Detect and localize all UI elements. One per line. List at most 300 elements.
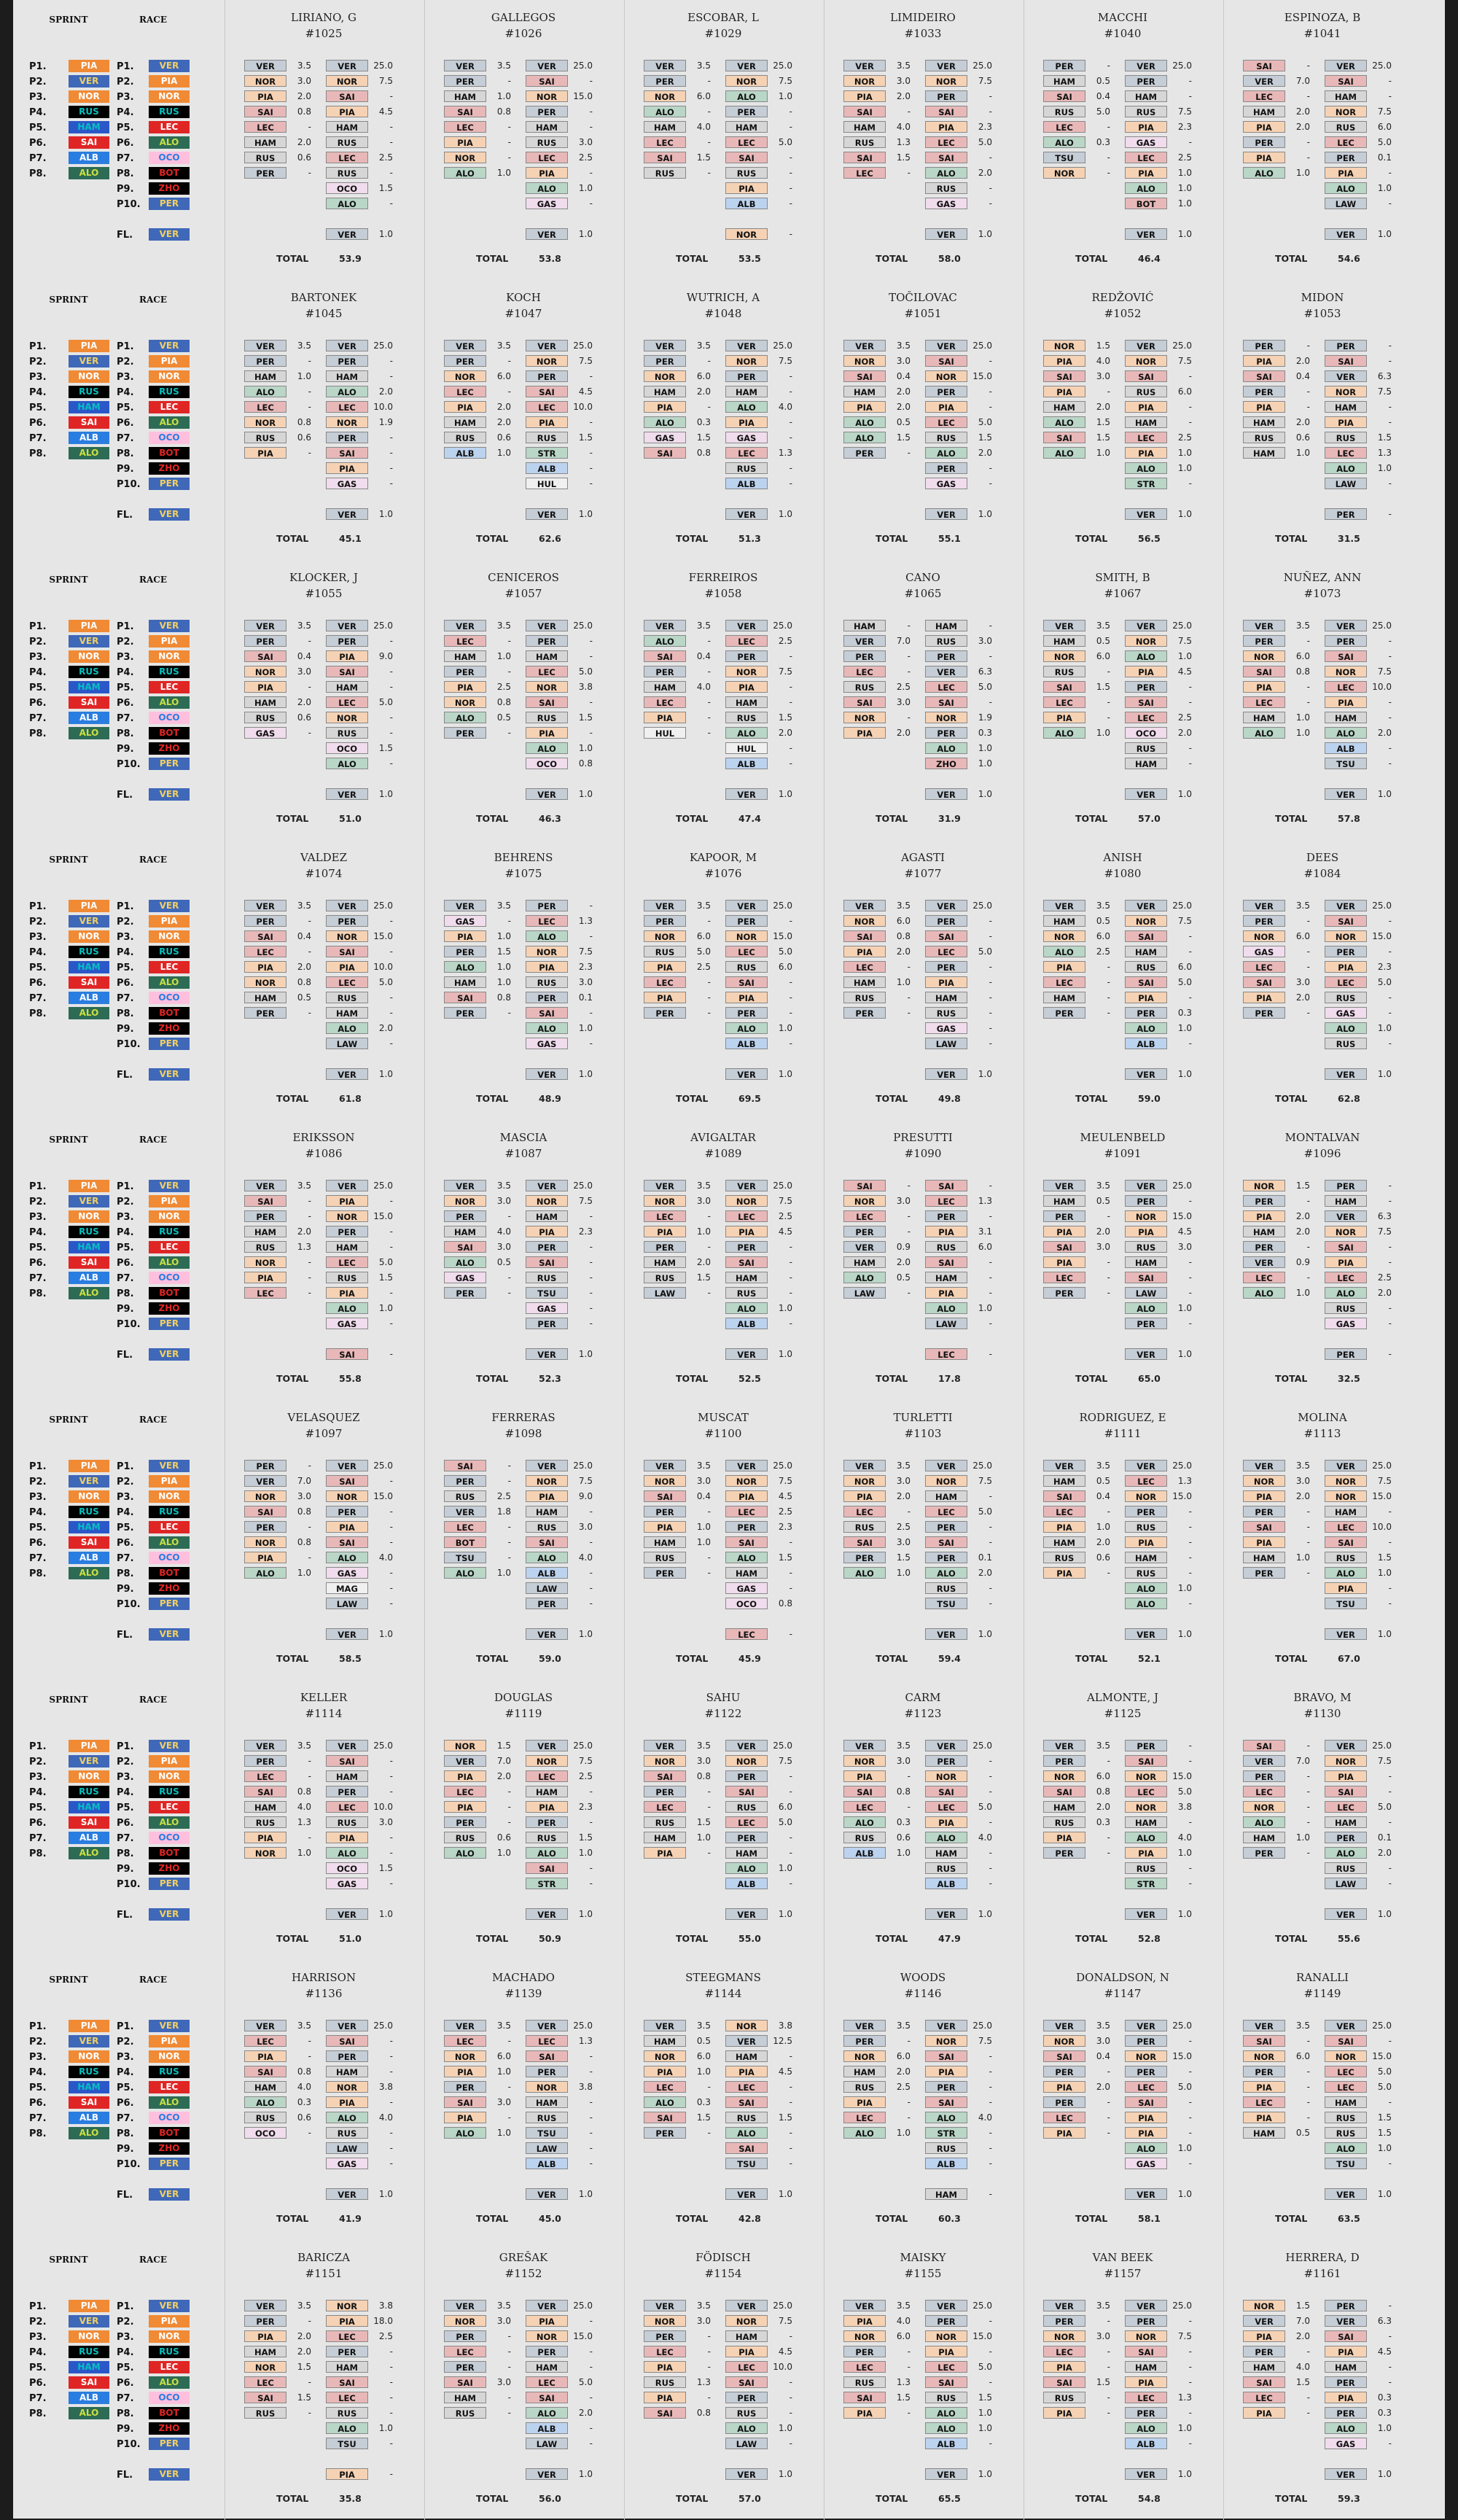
sprint-pick-code: PER — [244, 1460, 286, 1471]
sprint-pick-points: - — [1107, 2112, 1110, 2123]
sprint-position: P7. — [29, 2393, 47, 2404]
player-total — [1224, 2493, 1421, 2506]
race-pick-points: - — [389, 1226, 393, 1237]
total-label: TOTAL — [676, 253, 709, 264]
race-pick-code: VER — [725, 1180, 768, 1191]
sprint-pick-code: PER — [444, 2081, 486, 2093]
race-pick-points: - — [789, 758, 792, 769]
race-pick-points: - — [1388, 1598, 1392, 1609]
race-pick-points: - — [1388, 1506, 1392, 1517]
sprint-position: P6. — [29, 1258, 47, 1269]
race-pick-points: - — [389, 1756, 393, 1766]
sprint-pick-code: PIA — [644, 2392, 686, 2403]
sprint-pick-points: - — [507, 1786, 511, 1797]
race-pick-points: 1.0 — [978, 743, 992, 753]
race-driver-tag: OCO — [149, 152, 190, 164]
sprint-pick-code: SAI — [644, 1770, 686, 1782]
race-pick-points: 1.5 — [578, 1832, 593, 1843]
race-pick-points: - — [989, 402, 992, 412]
sprint-pick-code: VER — [444, 60, 486, 71]
player-id: #1047 — [504, 307, 542, 320]
race-pick-points: 5.0 — [978, 1802, 992, 1812]
race-driver-tag: LEC — [149, 2081, 190, 2093]
race-driver-tag: OCO — [149, 1552, 190, 1564]
sprint-pick-points: 3.5 — [696, 341, 711, 351]
sprint-driver-tag: NOR — [69, 930, 109, 943]
sprint-pick-points: 3.5 — [896, 901, 911, 911]
race-pick-code: HAM — [326, 1007, 368, 1019]
race-pick-points: - — [589, 76, 593, 86]
race-driver-tag: ALO — [149, 2096, 190, 2109]
total-label: TOTAL — [1075, 533, 1108, 544]
race-pick-points: - — [1388, 2158, 1392, 2169]
race-pick-points: 15.0 — [373, 931, 393, 941]
race-position: P9. — [117, 1304, 134, 1315]
race-pick-points: - — [389, 1771, 393, 1781]
race-driver-tag: ZHO — [149, 2422, 190, 2435]
race-pick-points: 2.0 — [778, 728, 792, 738]
race-pick-points: - — [989, 1272, 992, 1283]
race-pick-code: SAI — [326, 2376, 368, 2388]
sprint-pick-points: - — [707, 2362, 711, 2372]
race-pick-code: VER — [526, 2300, 568, 2311]
sprint-pick-points: 2.0 — [1295, 992, 1310, 1003]
race-driver-tag: ALO — [149, 1256, 190, 1269]
sprint-pick-points: 0.4 — [297, 651, 311, 661]
race-pick-points: 1.0 — [378, 2423, 393, 2433]
player-card — [1024, 1120, 1221, 1400]
sprint-pick-code: HAM — [1243, 106, 1285, 117]
race-driver-tag: VER — [149, 2020, 190, 2032]
sprint-pick-points: 2.0 — [1096, 402, 1110, 412]
race-pick-code: LEC — [725, 2361, 768, 2373]
sprint-pick-points: 5.0 — [1096, 106, 1110, 117]
player-id: #1073 — [1303, 587, 1341, 600]
player-total — [1024, 1933, 1221, 1946]
sprint-pick-code: SAI — [843, 152, 886, 163]
race-pick-points: - — [1188, 1878, 1192, 1889]
race-pick-points: 25.0 — [1372, 1461, 1392, 1471]
sprint-pick-points: 1.0 — [496, 1568, 511, 1578]
sprint-pick-points: - — [1107, 1008, 1110, 1018]
race-pick-points: - — [389, 916, 393, 926]
sprint-position: P2. — [29, 1757, 47, 1768]
race-position: P6. — [117, 978, 134, 989]
race-pick-code: PER — [526, 992, 568, 1003]
sprint-pick-code: SAI — [1243, 666, 1285, 677]
sprint-pick-code: HAM — [1243, 2361, 1285, 2373]
player-card — [225, 0, 422, 280]
fastest-lap-pick-points: 1.0 — [1177, 2469, 1192, 2479]
race-pick-code: PER — [526, 2066, 568, 2077]
sprint-pick-code: ALO — [444, 2127, 486, 2139]
sprint-pick-code: VER — [843, 2300, 886, 2311]
race-driver-tag: VER — [149, 1740, 190, 1752]
race-pick-code: RUS — [725, 462, 768, 474]
race-pick-points: 10.0 — [1372, 1522, 1392, 1532]
sprint-pick-points: 6.0 — [1295, 2051, 1310, 2061]
sprint-pick-points: 1.0 — [696, 1832, 711, 1843]
sprint-pick-code: RUS — [1243, 432, 1285, 443]
race-pick-points: - — [589, 1568, 593, 1578]
player-card — [225, 1400, 422, 1680]
sprint-driver-tag: RUS — [69, 106, 109, 118]
sprint-pick-code: PIA — [1043, 961, 1085, 973]
race-pick-points: - — [1388, 2377, 1392, 2387]
race-pick-points: 0.1 — [1377, 152, 1392, 163]
race-pick-code: RUS — [925, 2392, 967, 2403]
sprint-pick-points: - — [707, 636, 711, 646]
player-name: KELLER — [300, 1691, 348, 1704]
sprint-pick-code: RUS — [1043, 1816, 1085, 1828]
sprint-pick-points: - — [1107, 992, 1110, 1003]
race-pick-points: - — [589, 901, 593, 911]
standings-sheet — [13, 0, 1445, 2519]
sprint-pick-points: - — [707, 402, 711, 412]
race-pick-code: PER — [1325, 152, 1367, 163]
sprint-pick-points: 3.5 — [496, 2021, 511, 2031]
sprint-pick-points: 4.0 — [496, 1226, 511, 1237]
race-pick-code: PIA — [326, 961, 368, 973]
race-driver-tag: LEC — [149, 1241, 190, 1253]
race-position: P9. — [117, 1584, 134, 1595]
sprint-pick-points: 2.0 — [297, 137, 311, 147]
sprint-pick-points: 3.0 — [896, 697, 911, 707]
sprint-driver-tag: ALO — [69, 167, 109, 179]
player-name: DONALDSON, N — [1076, 1971, 1169, 1984]
sprint-pick-points: - — [1107, 386, 1110, 397]
sprint-pick-points: 0.5 — [496, 1257, 511, 1267]
race-pick-points: - — [1188, 2408, 1192, 2418]
sprint-pick-points: - — [707, 1802, 711, 1812]
race-position: P2. — [117, 637, 134, 648]
race-pick-points: - — [389, 992, 393, 1003]
player-name: MACHADO — [492, 1971, 555, 1984]
sprint-pick-points: 1.5 — [1295, 2301, 1310, 2311]
race-pick-code: SAI — [526, 1256, 568, 1268]
sprint-pick-code: NOR — [1043, 2035, 1085, 2047]
race-driver-tag: VER — [149, 2300, 190, 2312]
player-id: #1040 — [1104, 27, 1142, 40]
race-pick-points: - — [789, 2097, 792, 2107]
race-pick-points: - — [989, 2097, 992, 2107]
race-pick-points: - — [989, 1848, 992, 1858]
sprint-pick-code: NOR — [843, 2330, 886, 2342]
player-total — [1024, 813, 1221, 826]
sprint-pick-code: SAI — [244, 2392, 286, 2403]
total-label: TOTAL — [1275, 1373, 1308, 1384]
race-pick-points: 7.5 — [1377, 666, 1392, 677]
race-pick-points: 3.0 — [578, 137, 593, 147]
sprint-pick-code: SAI — [244, 2066, 286, 2077]
sprint-pick-code: VER — [444, 620, 486, 631]
race-pick-points: 25.0 — [573, 1741, 593, 1751]
sprint-pick-code: SAI — [843, 930, 886, 942]
sprint-pick-code: VER — [1243, 1460, 1285, 1471]
total-value: 52.3 — [539, 1373, 561, 1384]
sprint-pick-code: PER — [244, 635, 286, 647]
race-position: P8. — [117, 448, 134, 459]
race-pick-points: 7.5 — [578, 356, 593, 366]
race-pick-code: PIA — [725, 992, 768, 1003]
sprint-driver-tag: HAM — [69, 121, 109, 133]
race-pick-points: 1.5 — [1377, 2112, 1392, 2123]
race-pick-points: - — [1188, 1756, 1192, 1766]
race-pick-points: 3.8 — [778, 2021, 792, 2031]
sprint-pick-points: 0.8 — [696, 448, 711, 458]
race-pick-code: PER — [326, 432, 368, 443]
race-pick-code: PIA — [725, 182, 768, 194]
player-name: AGASTI — [901, 851, 945, 864]
race-pick-points: 25.0 — [1172, 2301, 1192, 2311]
sprint-pick-points: 1.5 — [1295, 1181, 1310, 1191]
fastest-lap-pick-points: 1.0 — [978, 229, 992, 239]
race-position: P5. — [117, 402, 134, 413]
sprint-position: P2. — [29, 1197, 47, 1208]
sprint-pick-points: 0.5 — [1096, 636, 1110, 646]
sprint-position: P8. — [29, 1848, 47, 1859]
sprint-pick-points: - — [1107, 712, 1110, 723]
race-pick-code: SAI — [526, 1536, 568, 1548]
sprint-pick-code: PER — [244, 2315, 286, 2327]
race-pick-code: PER — [1125, 2407, 1167, 2419]
fastest-lap-pick-points: 1.0 — [978, 509, 992, 519]
sprint-driver-tag: VER — [69, 1475, 109, 1488]
sprint-pick-code: VER — [444, 2300, 486, 2311]
sprint-pick-code: PER — [244, 167, 286, 179]
race-pick-points: 25.0 — [773, 61, 792, 71]
race-pick-points: 1.0 — [778, 2423, 792, 2433]
race-pick-code: SAI — [526, 696, 568, 708]
sprint-pick-points: 3.5 — [1295, 621, 1310, 631]
sprint-pick-points: 3.0 — [297, 1491, 311, 1501]
race-pick-points: 25.0 — [373, 341, 393, 351]
sprint-pick-points: - — [507, 2392, 511, 2403]
fastest-lap-pick-code: VER — [925, 508, 967, 520]
fastest-lap-pick-code: VER — [1325, 2468, 1367, 2480]
race-pick-points: 25.0 — [573, 1461, 593, 1471]
race-pick-points: - — [589, 1288, 593, 1298]
total-value: 52.5 — [738, 1373, 761, 1384]
fastest-lap-pick-code: VER — [1125, 228, 1167, 240]
sprint-driver-tag: PIA — [69, 1460, 109, 1472]
race-pick-points: - — [389, 137, 393, 147]
sprint-driver-tag: PIA — [69, 60, 109, 72]
race-pick-points: - — [389, 371, 393, 381]
sprint-pick-points: - — [507, 76, 511, 86]
sprint-pick-points: 3.5 — [297, 341, 311, 351]
sprint-pick-points: - — [907, 2036, 911, 2046]
sprint-pick-code: VER — [843, 2020, 886, 2031]
race-pick-code: VER — [1125, 2020, 1167, 2031]
player-card — [1024, 280, 1221, 560]
race-driver-tag: NOR — [149, 2050, 190, 2063]
sprint-pick-points: 3.0 — [896, 76, 911, 86]
sprint-position: P6. — [29, 138, 47, 149]
race-pick-code: PIA — [1325, 1256, 1367, 1268]
player-total — [625, 1093, 822, 1106]
race-pick-code: SAI — [725, 2096, 768, 2108]
sprint-pick-code: ALO — [843, 416, 886, 428]
race-pick-code: ALO — [526, 1552, 568, 1563]
sprint-pick-points: 6.0 — [1295, 651, 1310, 661]
race-pick-points: 3.8 — [378, 2301, 393, 2311]
player-card — [624, 1120, 822, 1400]
race-pick-points: - — [789, 1786, 792, 1797]
sprint-pick-points: - — [907, 2112, 911, 2123]
race-pick-points: - — [589, 106, 593, 117]
race-pick-code: PIA — [326, 1287, 368, 1299]
sprint-pick-points: - — [907, 1181, 911, 1191]
player-id: #1065 — [904, 587, 942, 600]
race-pick-points: 3.8 — [1177, 1802, 1192, 1812]
player-name: BARTONEK — [290, 291, 357, 304]
race-pick-code: HAM — [1125, 1816, 1167, 1828]
sprint-pick-points: 3.5 — [496, 341, 511, 351]
race-driver-tag: VER — [149, 1460, 190, 1472]
sprint-driver-tag: ALB — [69, 1272, 109, 1284]
race-pick-points: 1.5 — [778, 1552, 792, 1563]
player-id: #1041 — [1303, 27, 1341, 40]
race-pick-code: RUS — [725, 1287, 768, 1299]
race-pick-code: ALO — [925, 447, 967, 459]
sprint-pick-points: 6.0 — [896, 2331, 911, 2341]
race-pick-code: NOR — [1325, 1226, 1367, 1237]
race-pick-points: - — [589, 122, 593, 132]
sprint-pick-points: 3.5 — [297, 61, 311, 71]
race-pick-points: - — [1188, 931, 1192, 941]
sprint-pick-points: - — [707, 697, 711, 707]
sprint-pick-points: - — [308, 2128, 311, 2138]
race-pick-code: VER — [1125, 620, 1167, 631]
sprint-pick-code: RUS — [244, 432, 286, 443]
race-pick-points: - — [989, 1522, 992, 1532]
total-label: TOTAL — [276, 1933, 309, 1944]
race-pick-code: PER — [526, 1598, 568, 1609]
fastest-lap-pick-code: VER — [326, 1908, 368, 1920]
race-pick-code: SAI — [725, 152, 768, 163]
player-card — [1024, 2240, 1221, 2520]
sprint-pick-code: NOR — [244, 1847, 286, 1859]
race-header: RACE — [139, 2255, 167, 2265]
sprint-pick-points: - — [1107, 168, 1110, 178]
race-pick-code: VER — [725, 340, 768, 351]
sprint-position: P3. — [29, 1492, 47, 1503]
sprint-pick-code: VER — [444, 1506, 486, 1517]
race-position: P2. — [117, 2037, 134, 2048]
race-pick-code: LEC — [1125, 712, 1167, 723]
sprint-pick-code: SAI — [444, 106, 486, 117]
sprint-pick-code: VER — [1243, 900, 1285, 911]
sprint-position: P6. — [29, 1538, 47, 1549]
sprint-pick-points: 3.5 — [1096, 901, 1110, 911]
race-pick-points: 1.0 — [1177, 183, 1192, 193]
player-id: #1146 — [904, 1987, 942, 2000]
sprint-pick-points: - — [308, 168, 311, 178]
race-pick-points: 3.1 — [978, 1226, 992, 1237]
race-pick-code: NOR — [1125, 1770, 1167, 1782]
race-pick-code: HAM — [526, 2096, 568, 2108]
player-id: #1122 — [704, 1707, 742, 1720]
race-position: P3. — [117, 2052, 134, 2063]
fastest-lap-driver-tag: VER — [149, 228, 190, 241]
race-pick-code: PER — [1325, 1832, 1367, 1843]
sprint-pick-code: NOR — [444, 152, 486, 163]
sprint-pick-points: - — [507, 2112, 511, 2123]
race-pick-code: RUS — [725, 2112, 768, 2123]
race-pick-points: 5.0 — [1377, 1802, 1392, 1812]
sprint-pick-points: 1.5 — [696, 1272, 711, 1283]
race-pick-points: - — [789, 2438, 792, 2449]
race-pick-points: 1.0 — [1377, 2143, 1392, 2153]
race-pick-points: - — [1188, 2066, 1192, 2077]
sprint-pick-code: HAM — [444, 90, 486, 102]
race-pick-points: 7.5 — [778, 76, 792, 86]
total-value: 52.8 — [1138, 1933, 1161, 1944]
race-pick-points: 0.1 — [578, 992, 593, 1003]
fastest-lap-pick-points: 1.0 — [1377, 1069, 1392, 1079]
sprint-pick-code: LEC — [1043, 1506, 1085, 1517]
race-pick-code: LEC — [1325, 447, 1367, 459]
race-header: RACE — [139, 1415, 167, 1425]
sprint-pick-code: HAM — [1043, 401, 1085, 413]
race-pick-code: PIA — [925, 121, 967, 133]
sprint-pick-points: 3.5 — [1295, 1461, 1310, 1471]
race-pick-code: VER — [326, 1180, 368, 1191]
race-driver-tag: RUS — [149, 106, 190, 118]
player-card — [1223, 560, 1421, 840]
sprint-pick-points: 1.0 — [496, 977, 511, 987]
race-position: P4. — [117, 1227, 134, 1238]
sprint-pick-points: 1.3 — [696, 2377, 711, 2387]
race-pick-points: - — [989, 463, 992, 473]
fastest-lap-pick-code: HAM — [925, 2188, 967, 2200]
race-pick-points: - — [1188, 402, 1192, 412]
race-driver-tag: PER — [149, 1038, 190, 1050]
race-pick-points: 1.0 — [778, 91, 792, 101]
player-total — [225, 2213, 422, 2226]
fastest-lap-pick-points: 1.0 — [578, 1349, 593, 1359]
sprint-pick-code: PIA — [843, 1490, 886, 1502]
sprint-pick-code: VER — [1243, 75, 1285, 87]
race-position: P6. — [117, 138, 134, 149]
race-pick-points: 25.0 — [1372, 901, 1392, 911]
sprint-pick-points: 2.0 — [297, 2346, 311, 2357]
race-pick-code: HAM — [526, 1210, 568, 1222]
race-pick-points: 9.0 — [378, 651, 393, 661]
sprint-pick-code: NOR — [644, 1755, 686, 1767]
race-pick-code: RUS — [526, 976, 568, 988]
player-id: #1058 — [704, 587, 742, 600]
race-position: P10. — [117, 199, 141, 210]
race-pick-points: - — [589, 1817, 593, 1827]
fastest-lap-pick-code: VER — [925, 788, 967, 800]
race-pick-code: RUS — [925, 2142, 967, 2154]
race-pick-code: NOR — [326, 712, 368, 723]
race-driver-tag: PIA — [149, 1755, 190, 1768]
race-pick-points: 1.3 — [1177, 2392, 1192, 2403]
race-pick-points: 1.5 — [1377, 2128, 1392, 2138]
sprint-pick-code: GAS — [244, 727, 286, 739]
sprint-pick-code: PER — [244, 1521, 286, 1533]
sprint-driver-tag: HAM — [69, 2081, 109, 2093]
player-card — [225, 560, 422, 840]
race-pick-code: HAM — [526, 650, 568, 662]
race-pick-code: SAI — [1325, 915, 1367, 927]
race-driver-tag: VER — [149, 1180, 190, 1192]
race-pick-code: TSU — [326, 2438, 368, 2449]
sprint-pick-points: - — [1107, 2066, 1110, 2077]
